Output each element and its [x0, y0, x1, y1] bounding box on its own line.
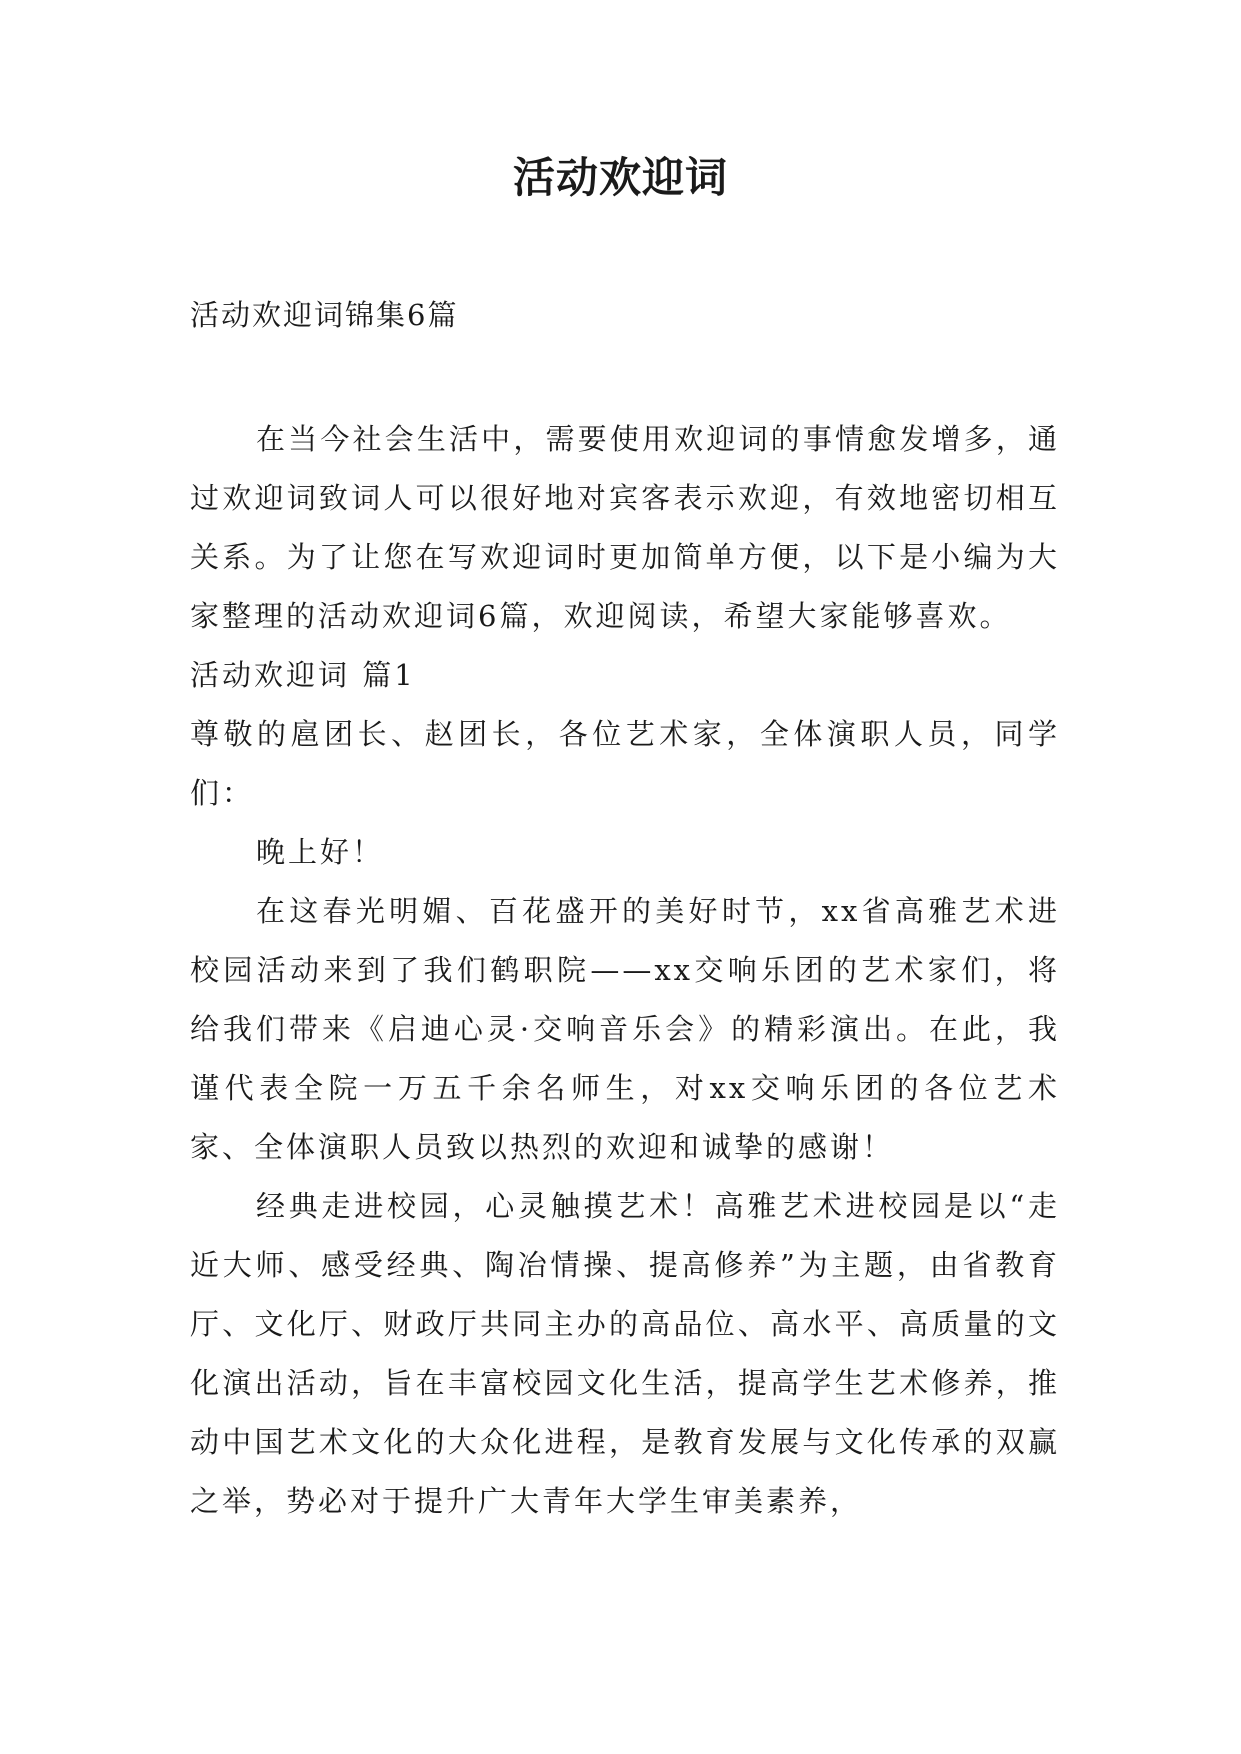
document-body — [190, 410, 1060, 1531]
body-paragraph: 经典走进校园，心灵触摸艺术！高雅艺术进校园是以“走近大师、感受经典、陶冶情操、提高修养”为主题，由省教育厅、文化厅、财政厅共同主办的高品位、高水平、高质量的文化演出活动，旨在丰富校园文化生活，提高学生艺术修养，推动中国艺术文化的大众化进程，是教育发展与文化传承的双赢之举，势必对于提升广大青年大学生审美素养， — [190, 1189, 1060, 1518]
body-paragraph: 在这春光明媚、百花盛开的美好时节，xx省高雅艺术进校园活动来到了我们鹤职院——xx交响乐团的艺术家们，将给我们带来《启迪心灵·交响音乐会》的精彩演出。在此，我谨代表全院一万五千余名师生，对xx交响乐团的各位艺术家、全体演职人员致以热烈的欢迎和诚挚的感谢！ — [190, 894, 1060, 1164]
section-heading: 活动欢迎词 篇1 — [190, 658, 416, 692]
document-title: 活动欢迎词 — [512, 153, 728, 202]
salutation-paragraph: 尊敬的扈团长、赵团长，各位艺术家，全体演职人员，同学们： — [190, 717, 1060, 810]
greeting-paragraph: 晚上好！ — [256, 835, 385, 869]
document-subtitle: 活动欢迎词锦集6篇 — [190, 298, 459, 332]
intro-paragraph: 在当今社会生活中，需要使用欢迎词的事情愈发增多，通过欢迎词致词人可以很好地对宾客表示欢迎，有效地密切相互关系。为了让您在写欢迎词时更加简单方便，以下是小编为大家整理的活动欢迎词6篇，欢迎阅读，希望大家能够喜欢。 — [190, 422, 1060, 633]
